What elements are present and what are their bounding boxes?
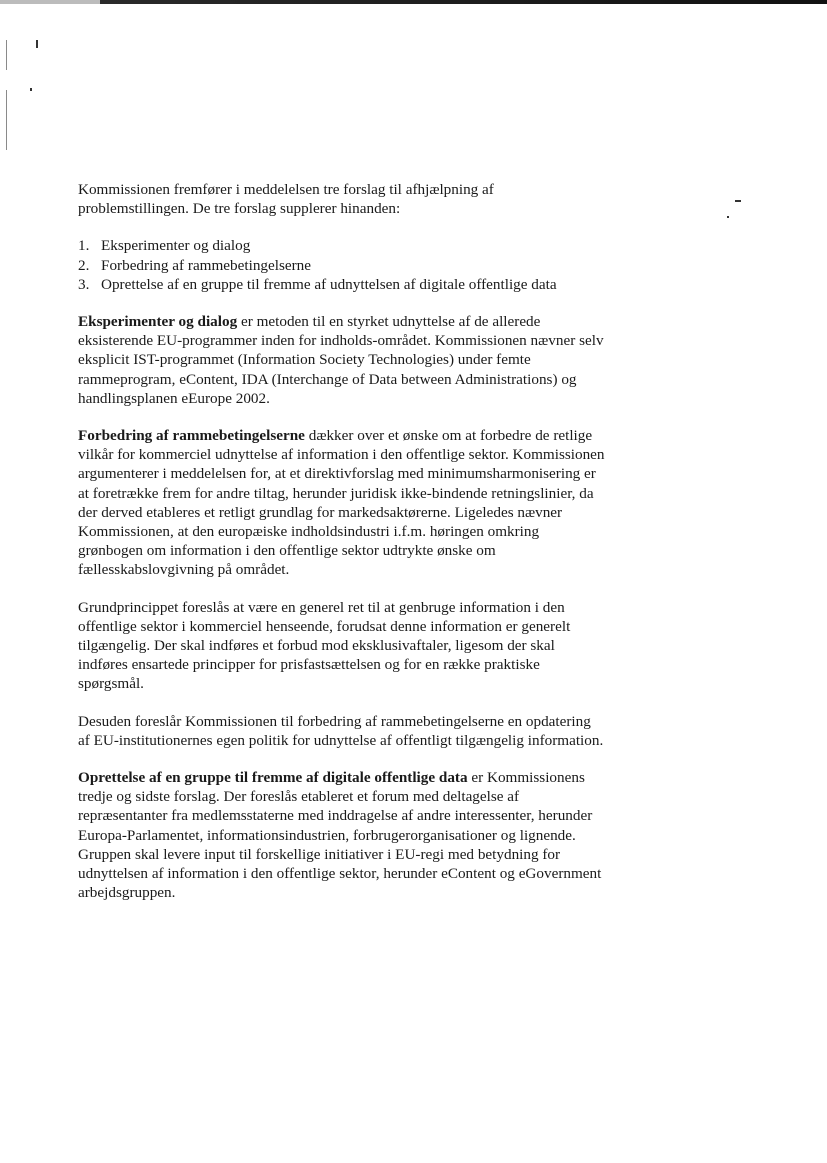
list-text: Forbedring af rammebetingelserne [101,256,312,274]
list-number: 2. [78,256,90,274]
list-number: 1. [78,237,90,255]
list-item [78,256,606,275]
section-framework [78,426,606,580]
section-experiments [78,312,606,408]
scan-edge-mark [6,90,7,150]
list-text: Eksperimenter og dialog [101,237,251,255]
section-body: dækker over et ønske om at forbedre de retlige vilkår for kommerciel udnyttelse af information i den offentlige sektor. Kommissionen argumenterer i meddelelsen for, at et direktivforslag med minimumsharmonisering er at foretrække frem for andre tiltag, herunder juridisk ikke-bindende retningslinier, da der derved etableres et retligt grundlag for markedsaktørerne. Ligeledes nævner Kommissionen, at den europæiske indholdsindustri i.f.m. høringen omkring grønbogen om information i den offentlige sektor udtrykte ønske om fællesskabslovgivning på området. [78,427,605,579]
scan-speck [36,40,38,48]
section-body: er metoden til en styrket udnyttelse af de allerede eksisterende EU-programmer inden for indholds-området. Kommissionen nævner selv eksplicit IST-programmet (Information Society Technologies) under femte rammeprogram, eContent, IDA (Interchange of Data between Administrations) og handlingsplanen eEurope 2002. [78,313,604,407]
section-heading: Oprettelse af en gruppe til fremme af digitale offentlige data [78,769,468,787]
list-number: 3. [78,275,90,293]
document-body [78,180,606,921]
update-paragraph: Desuden foreslår Kommissionen til forbedring af rammebetingelserne en opdatering af EU-institutionernes egen politik for udnyttelse af offentligt tilgængelig information. [78,712,604,749]
section-heading: Eksperimenter og dialog [78,313,238,331]
principle-paragraph: Grundprincippet foreslås at være en generel ret til at genbruge information i den offentlige sektor i kommerciel henseende, forudsat denne information er generelt tilgængelig. Der skal indføres et forbud mod eksklusivaftaler, ligesom der skal indføres ensartede principper for prisfastsættelsen og for en række praktiske spørgsmål. [78,598,571,693]
section-heading: Forbedring af rammebetingelserne [78,427,305,445]
scan-speck [727,216,729,218]
scan-edge-mark [6,40,7,70]
section-group [78,768,606,902]
list-text: Oprettelse af en gruppe til fremme af udnyttelsen af digitale offentlige data [101,275,557,293]
intro-paragraph: Kommissionen fremfører i meddelelsen tre forslag til afhjælpning af problemstillingen. De tre forslag supplerer hinanden: [78,181,494,218]
list-item [78,275,606,294]
scan-top-border [0,0,827,4]
scan-speck [30,88,32,91]
proposal-list [78,236,606,294]
section-body: er Kommissionens tredje og sidste forslag. Der foreslås etableret et forum med deltagelse af repræsentanter fra medlemsstaterne med inddragelse af andre interessenter, herunder Europa-Parlamentet, informationsindustrien, forbrugerorganisationer og lignende. Gruppen skal levere input til forskellige initiativer i EU-regi med betydning for udnyttelsen af information i den offentlige sektor, herunder eContent og eGovernment arbejdsgruppen. [78,769,602,902]
scan-speck [735,200,741,202]
list-item [78,236,606,255]
